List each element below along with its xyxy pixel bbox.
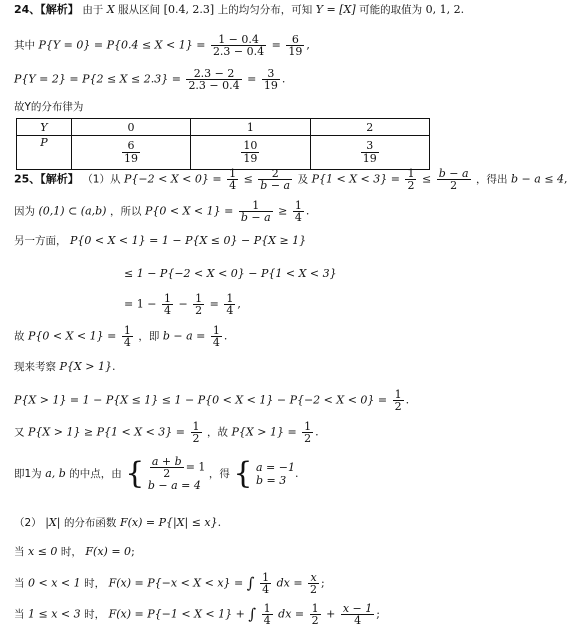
table-cell: P [17, 136, 72, 170]
q25-line-11: （2） |X| 的分布函数 F(x) = P{|X| ≤ x}. [14, 516, 222, 529]
q25-line-7: 现来考察 P{X > 1}. [14, 360, 116, 373]
q25-line-9: 又 P{X > 1} ≥ P{1 < X < 3} = $\frac{1}{2}$ ，故 P{X > 1} = $\frac{1}{2}$ . [14, 420, 319, 445]
table-cell: $\frac{6}{19}$ [71, 136, 190, 170]
distribution-table [16, 118, 430, 170]
fraction: $\frac{6}{19}$ [288, 33, 303, 58]
table-cell: $\frac{10}{19}$ [191, 136, 310, 170]
left-brace-icon: { [233, 456, 253, 491]
table-header-cell: 2 [310, 119, 429, 136]
fraction: $\frac{2.3 - 2}{2.3 - 0.4}$ [188, 67, 240, 92]
q25-line-5: = 1 − $\frac{1}{4}$ − $\frac{1}{2}$ = $\frac{1}{4}$ , [124, 292, 241, 317]
q24-line-1: 24、【解析】 由于 X 服从区间 [0.4, 2.3] 上的均匀分布，可知 Y = [X] 可能的取值为 0, 1, 2. [14, 3, 465, 16]
left-brace-icon: { [125, 456, 145, 491]
q25-line-8: P{X > 1} = 1 − P{X ≤ 1} ≤ 1 − P{0 < X < 1} − P{−2 < X < 0} = $\frac{1}{2}$ . [14, 388, 410, 413]
integral-icon: ∫ [246, 574, 255, 592]
q25-line-3: 另一方面， P{0 < X < 1} = 1 − P{X ≤ 0} − P{X ≥ 1} [14, 234, 307, 247]
table-row [17, 119, 430, 136]
q24-number: 24、【解析】 [14, 3, 79, 16]
q25-line-13: 当 0 < x < 1 时， F(x) = P{−x < X < x} = ∫ $\frac{1}{4}$ dx = $\frac{x}{2}$ ; [14, 571, 325, 596]
fraction: $\frac{3}{19}$ [263, 67, 278, 92]
integral-icon: ∫ [248, 605, 257, 623]
q25-line-2: 因为 (0,1) ⊂ (a,b) ，所以 P{0 < X < 1} = $\frac{1}{b - a}$ ≥ $\frac{1}{4}$ . [14, 199, 310, 224]
fraction: $\frac{1 - 0.4}{2.3 - 0.4}$ [212, 33, 265, 58]
q25-line-14: 当 1 ≤ x < 3 时， F(x) = P{−1 < X < 1} + ∫ $\frac{1}{4}$ dx = $\frac{1}{2}$ + $\frac{x - 1}{4}$ ; [14, 602, 380, 627]
q25-line-12: 当 x ≤ 0 时， F(x) = 0; [14, 545, 135, 558]
table-header-cell: 1 [191, 119, 310, 136]
equation-system: $\frac{a + b}{2}$ = 1 b − a = 4 [147, 455, 206, 492]
q25-number: 25、【解析】 [14, 172, 79, 186]
equation-solution: a = −1 b = 3 [256, 461, 295, 487]
q24-line-4: 故Y的分布律为 [14, 101, 84, 113]
table-cell: $\frac{3}{19}$ [310, 136, 429, 170]
q25-line-6: 故 P{0 < X < 1} = $\frac{1}{4}$ ，即 b − a = $\frac{1}{4}$ . [14, 324, 228, 349]
q24-line-2: 其中 P{Y = 0} = P{0.4 ≤ X < 1} = $\frac{1 - 0.4}{2.3 - 0.4}$ = $\frac{6}{19}$ , [14, 33, 310, 58]
q25-line-4: ≤ 1 − P{−2 < X < 0} − P{1 < X < 3} [124, 267, 337, 280]
table-row [17, 136, 430, 170]
table-header-cell: Y [17, 119, 72, 136]
table-header-cell: 0 [71, 119, 190, 136]
q24-line-3: P{Y = 2} = P{2 ≤ X ≤ 2.3} = $\frac{2.3 - 2}{2.3 - 0.4}$ = $\frac{3}{19}$ . [14, 67, 286, 92]
q25-line-1: 25、【解析】 （1）从 P{−2 < X < 0} = $\frac{1}{4}$ ≤ $\frac{2}{b - a}$ 及 P{1 < X < 3} = $\frac{1}{2}$ ≤ $\frac{b - a}{2}$ ，得出 b − a ≤ 4, [14, 167, 568, 192]
q25-line-10: 即1为 a, b 的中点，由 { $\frac{a + b}{2}$ = 1 b − a = 4 ，得 { a = −1 b = 3 . [14, 455, 299, 492]
